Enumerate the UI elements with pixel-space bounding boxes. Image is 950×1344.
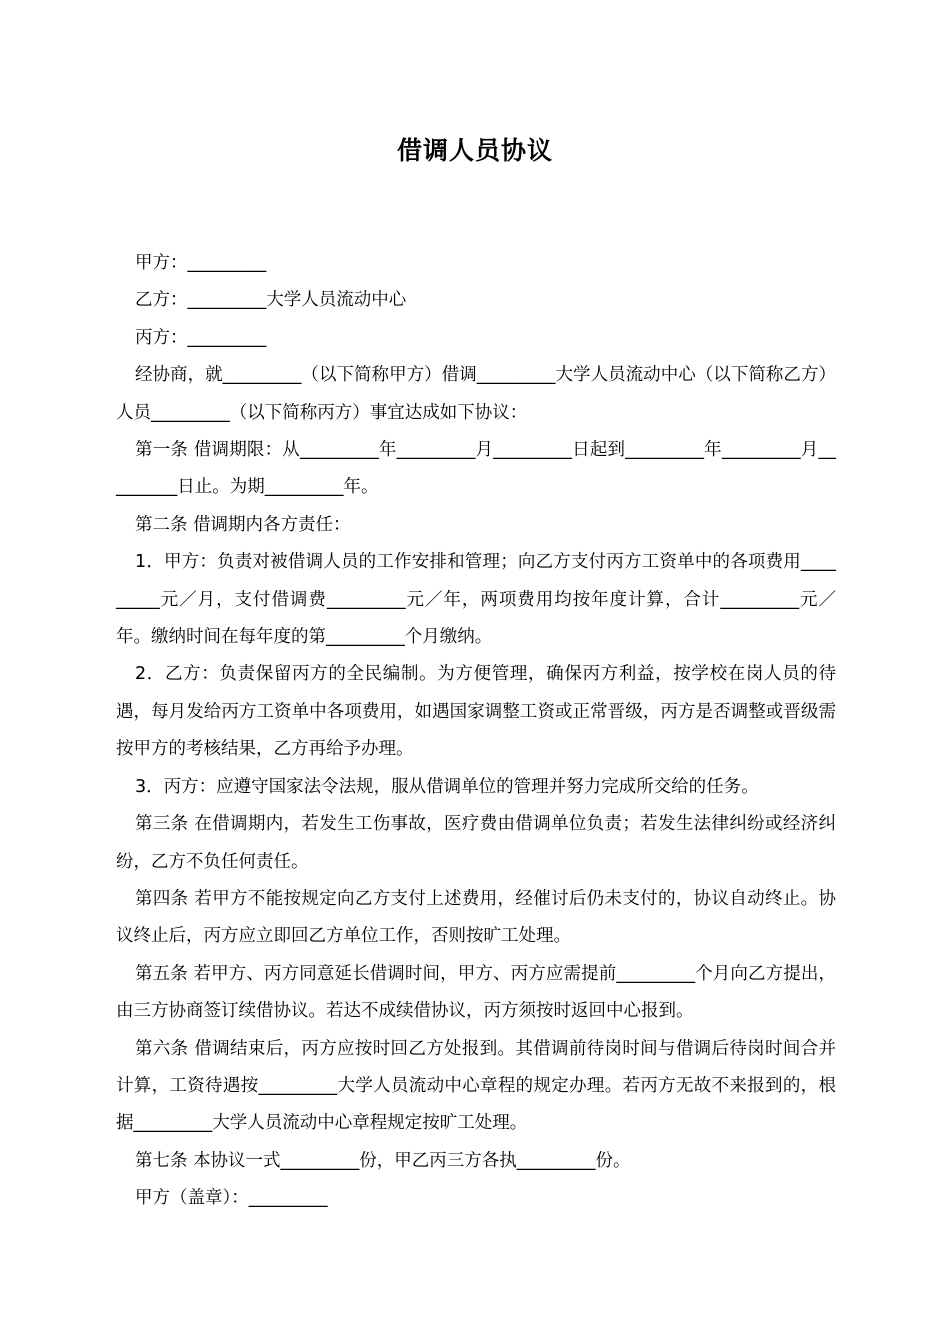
article-4: 第四条 若甲方不能按规定向乙方支付上述费用，经催讨后仍未支付的，协议自动终止。协议终止后，丙方应立即回乙方单位工作，否则按旷工处理。 [116, 888, 836, 947]
article-5: 第五条 若甲方、丙方同意延长借调时间，甲方、丙方应需提前_________个月向乙方提出，由三方协商签订续借协议。若达不成续借协议，丙方须按时返回中心报到。 [116, 963, 836, 1022]
party-c-line: 丙方：_________ [135, 327, 267, 348]
party-b-line: 乙方：_________大学人员流动中心 [135, 290, 407, 311]
article-2-heading: 第二条 借调期内各方责任： [135, 514, 351, 535]
article-3: 第三条 在借调期内，若发生工伤事故，医疗费由借调单位负责；若发生法律纠纷或经济纠纷，乙方不负任何责任。 [116, 814, 836, 872]
article-7: 第七条 本协议一式_________份，甲乙丙三方各执_________份。 [135, 1150, 631, 1171]
article-2-item-2: 2．乙方：负责保留丙方的全民编制。为方便管理，确保丙方利益，按学校在岗人员的待遇，每月发给丙方工资单中各项费用，如遇国家调整工资或正常晋级，丙方是否调整或晋级需按甲方的考核结果，乙方再给予办理。 [116, 664, 836, 760]
party-a-line: 甲方：_________ [135, 253, 267, 273]
article-6: 第六条 借调结束后，丙方应按时回乙方处报到。其借调前待岗时间与借调后待岗时间合并计算，工资待遇按_________大学人员流动中心章程的规定办理。若丙方无故不来报到的，根据_________大学人员流动中心章程规定按旷工处理。 [116, 1038, 836, 1134]
party-a-seal-line: 甲方（盖章）：_________ [135, 1188, 328, 1209]
article-2-item-1: 1．甲方：负责对被借调人员的工作安排和管理；向乙方支付丙方工资单中的各项费用_________元／月，支付借调费_________元／年，两项费用均按年度计算，合计_________元／年。缴纳时间在每年度的第_________个月缴纳。 [116, 552, 836, 648]
article-2-item-3: 3．丙方：应遵守国家法令法规，服从借调单位的管理并努力完成所交给的任务。 [135, 776, 759, 797]
document-body [116, 245, 836, 1218]
preamble-paragraph: 经协商，就_________（以下简称甲方）借调_________大学人员流动中心（以下简称乙方）人员_________（以下简称丙方）事宜达成如下协议： [116, 365, 836, 423]
article-1-term: 第一条 借调期限：从_________年_________月_________日起到_________年_________月_________日止。为期_________年。 [116, 440, 836, 498]
document-title: 借调人员协议 [396, 136, 553, 165]
